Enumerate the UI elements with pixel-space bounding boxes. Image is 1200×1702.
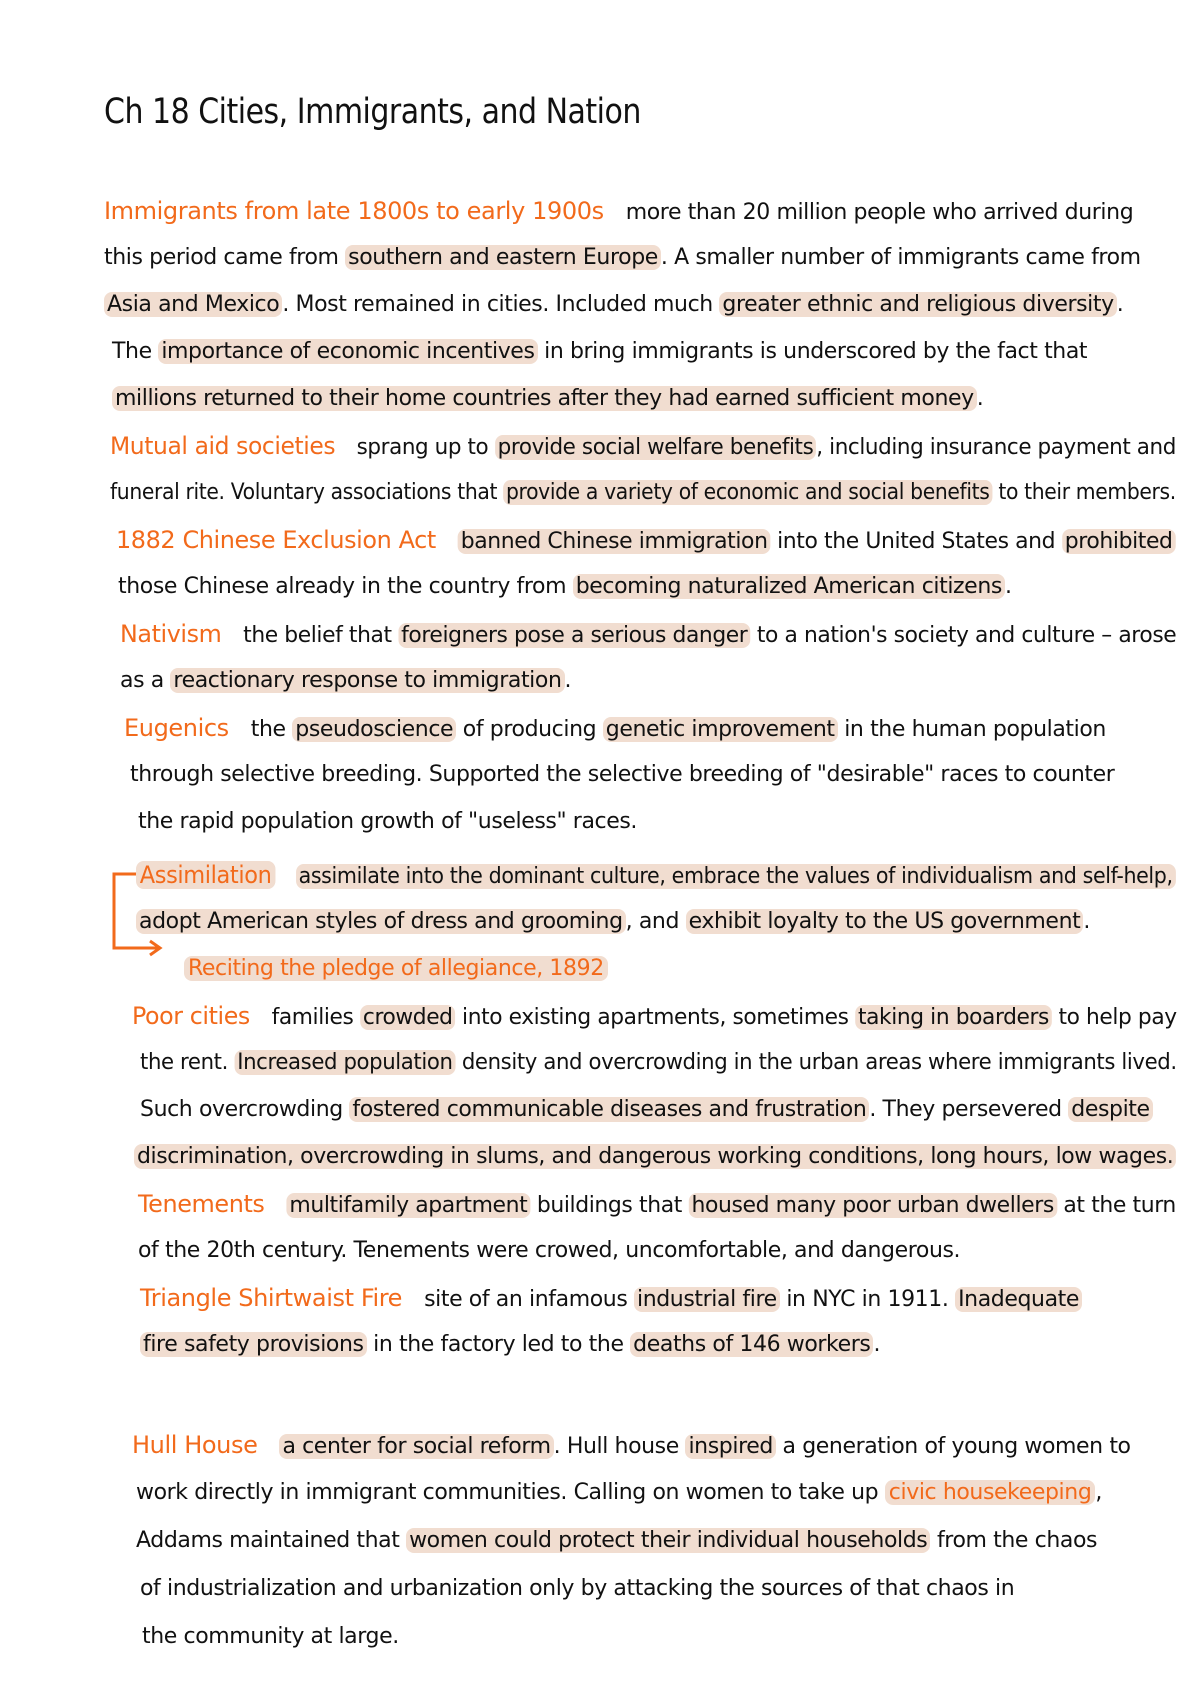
text: those Chinese already in the country from [118, 574, 573, 599]
text: as a [120, 668, 171, 693]
text: at the turn [1056, 1193, 1176, 1218]
highlight: crowded [360, 1005, 456, 1030]
highlight: adopt American styles of dress and grooming [136, 909, 626, 934]
text-line [140, 1574, 1014, 1604]
highlight: despite [1068, 1097, 1152, 1122]
text: funeral rite. Voluntary associations that [110, 480, 504, 505]
text: the [250, 717, 293, 742]
text: , including insurance payment and [816, 435, 1176, 460]
highlight: assimilate into the dominant culture, embrace the values of individualism and self-help, [296, 864, 1176, 889]
text: Addams maintained that [136, 1528, 407, 1553]
text: The [112, 339, 159, 364]
text: . [1116, 292, 1124, 317]
text: . Most remained in cities. Included much [282, 292, 720, 317]
entry-hull-house-line [132, 1430, 1131, 1462]
entry-triangle-fire-line [140, 1283, 1082, 1315]
highlight: a center for social reform [279, 1434, 553, 1459]
text: to help pay [1051, 1005, 1177, 1030]
text: a generation of young women to [775, 1434, 1131, 1459]
text-line [118, 572, 1012, 602]
entry-mutual-aid-line [110, 431, 1176, 463]
highlight: deaths of 146 workers [630, 1332, 873, 1357]
text: of the 20th century. Tenements were crowed, uncomfortable, and dangerous. [138, 1238, 961, 1263]
text: this period came from [104, 245, 346, 270]
highlight: southern and eastern Europe [345, 245, 661, 270]
text: . [873, 1332, 881, 1357]
entry-chinese-exclusion-line [116, 525, 1176, 557]
entry-eugenics-line [124, 713, 1106, 745]
term-mutual-aid: Mutual aid societies [110, 432, 336, 460]
text-line [112, 384, 983, 414]
text: sprang up to [356, 435, 495, 460]
text: . A smaller number of immigrants came from [660, 245, 1141, 270]
highlight: genetic improvement [603, 717, 838, 742]
text: more than 20 million people who arrived during [625, 200, 1134, 225]
term-triangle-fire: Triangle Shirtwaist Fire [140, 1284, 403, 1312]
entry-nativism-line [120, 619, 1176, 651]
text: the rent. [140, 1050, 235, 1075]
text-line [136, 1478, 1102, 1508]
highlight: Reciting the pledge of allegiance, 1892 [184, 956, 608, 981]
text-line [142, 1622, 399, 1652]
text: . [1004, 574, 1012, 599]
highlight: becoming naturalized American citizens [573, 574, 1005, 599]
text: density and overcrowding in the urban areas where immigrants lived. [455, 1050, 1177, 1075]
term-nativism: Nativism [120, 620, 222, 648]
highlight: pseudoscience [292, 717, 456, 742]
text: in NYC in 1911. [779, 1287, 956, 1312]
text: in the factory led to the [366, 1332, 631, 1357]
entry-poor-cities-line [132, 1001, 1177, 1033]
text: buildings that [530, 1193, 689, 1218]
highlight: housed many poor urban dwellers [688, 1193, 1056, 1218]
highlight: exhibit loyalty to the US government [686, 909, 1084, 934]
highlight: banned Chinese immigration [458, 529, 771, 554]
highlight: industrial fire [634, 1287, 780, 1312]
text-line [120, 666, 571, 696]
highlight: provide social welfare benefits [495, 435, 817, 460]
entry-tenements-line [138, 1189, 1176, 1221]
highlight: taking in boarders [855, 1005, 1052, 1030]
term-tenements: Tenements [138, 1190, 265, 1218]
text: . They persevered [869, 1097, 1069, 1122]
term-hull-house: Hull House [132, 1431, 258, 1459]
assimilation-subnote [184, 954, 608, 984]
text-line [140, 1048, 1177, 1078]
highlight: Inadequate [955, 1287, 1082, 1312]
highlight: millions returned to their home countries after they had earned sufficient money [112, 386, 977, 411]
text-line [138, 1236, 960, 1266]
text: in bring immigrants is underscored by the fact that [537, 339, 1088, 364]
text: . [1083, 909, 1090, 934]
term-immigrants: Immigrants from late 1800s to early 1900s [104, 197, 604, 225]
text-line [130, 760, 1114, 790]
text: , and [625, 909, 686, 934]
text: to their members. [992, 480, 1176, 505]
highlight: prohibited [1062, 529, 1176, 554]
text: . Hull house [553, 1434, 686, 1459]
text: through selective breeding. Supported the selective breeding of "desirable" races to counter [130, 762, 1115, 787]
entry-assimilation-line [136, 860, 1175, 892]
text-line [138, 807, 637, 837]
text-line [112, 337, 1087, 367]
highlight: foreigners pose a serious danger [398, 623, 750, 648]
page-title: Ch 18 Cities, Immigrants, and Nation [104, 92, 641, 133]
text-line [104, 243, 1141, 273]
term-poor-cities: Poor cities [132, 1002, 250, 1030]
text: work directly in immigrant communities. Calling on women to take up [136, 1480, 885, 1505]
highlight: women could protect their individual households [406, 1528, 930, 1553]
text-line [134, 1142, 1176, 1172]
text: in the human population [837, 717, 1106, 742]
text: . [564, 668, 572, 693]
highlight: Increased population [234, 1050, 455, 1075]
text: the belief that [243, 623, 399, 648]
highlight: civic housekeeping [885, 1480, 1096, 1505]
highlight: importance of economic incentives [158, 339, 537, 364]
text: site of an infamous [424, 1287, 634, 1312]
text: . [976, 386, 984, 411]
text: of producing [456, 717, 603, 742]
text: , [1095, 1480, 1102, 1505]
text-line [140, 1330, 880, 1360]
text: from the chaos [930, 1528, 1098, 1553]
text: Such overcrowding [140, 1097, 350, 1122]
text: the community at large. [142, 1624, 399, 1649]
highlight: Asia and Mexico [104, 292, 282, 317]
text: into existing apartments, sometimes [455, 1005, 856, 1030]
text-line [136, 907, 1090, 937]
text-line [110, 478, 1176, 508]
term-assimilation: Assimilation [136, 861, 275, 889]
highlight: discrimination, overcrowding in slums, and dangerous working conditions, long hours, low wages. [134, 1144, 1176, 1169]
text: the rapid population growth of "useless" races. [138, 809, 638, 834]
text-line [104, 290, 1123, 320]
highlight: multifamily apartment [286, 1193, 530, 1218]
highlight: reactionary response to immigration [170, 668, 564, 693]
highlight: provide a variety of economic and social benefits [503, 480, 992, 505]
highlight: fostered communicable diseases and frustration [349, 1097, 869, 1122]
highlight: inspired [685, 1434, 775, 1459]
highlight: fire safety provisions [140, 1332, 367, 1357]
text-line [140, 1095, 1153, 1125]
entry-immigrants-line [104, 196, 1133, 228]
term-eugenics: Eugenics [124, 714, 229, 742]
text: into the United States and [770, 529, 1062, 554]
text: of industrialization and urbanization only by attacking the sources of that chaos in [140, 1576, 1015, 1601]
term-chinese-exclusion: 1882 Chinese Exclusion Act [116, 526, 436, 554]
highlight: greater ethnic and religious diversity [719, 292, 1116, 317]
text-line [136, 1526, 1097, 1556]
text: families [271, 1005, 360, 1030]
text: to a nation's society and culture – arose [750, 623, 1177, 648]
